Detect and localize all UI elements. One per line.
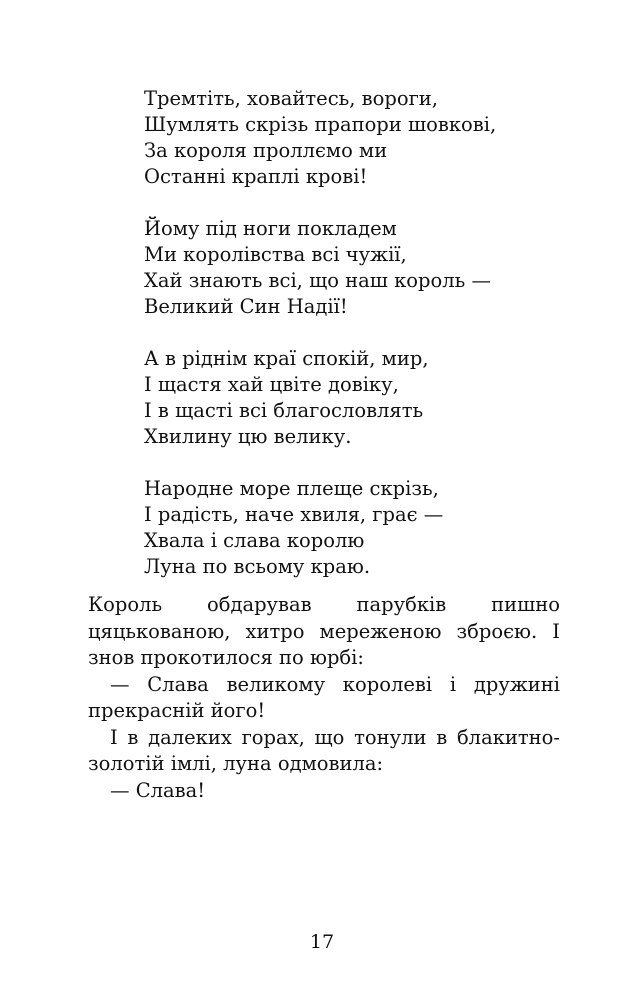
prose-block	[88, 592, 560, 804]
poem	[144, 86, 584, 606]
poem-stanza-4	[144, 476, 584, 580]
poem-stanza-1	[144, 86, 584, 190]
poem-line: Хай знають всі, що наш король —	[144, 269, 491, 292]
dialogue-line: — Слава великому королеві і дружині прекрасній його!	[88, 672, 560, 722]
poem-line: Тремтіть, ховайтесь, вороги,	[144, 87, 438, 110]
poem-line: А в ріднім краї спокій, мир,	[144, 347, 429, 370]
poem-line: Народне море плеще скрізь,	[144, 477, 439, 500]
dialogue-line: — Слава!	[110, 778, 206, 802]
poem-line: Йому під ноги покладем	[144, 217, 397, 240]
paragraph: І в далеких горах, що тонули в блакитно-золотій імлі, луна одмовила:	[88, 725, 560, 775]
poem-line: І щастя хай цвіте довіку,	[144, 373, 399, 396]
poem-line: І радість, наче хвиля, грає —	[144, 503, 444, 526]
poem-stanza-2	[144, 216, 584, 320]
poem-line: Хвилину цю велику.	[144, 425, 352, 448]
poem-line: І в щасті всі благословлять	[144, 399, 424, 422]
poem-stanza-3	[144, 346, 584, 450]
page-number: 17	[309, 931, 335, 953]
poem-line: Великий Син Надії!	[144, 295, 348, 318]
poem-line: Ми королівства всі чужії,	[144, 243, 407, 266]
poem-line: Хвала і слава королю	[144, 529, 365, 552]
paragraph: Король обдарував парубків пишно цяцькованою, хитро мереженою зброєю. І знов прокотилося по юрбі:	[88, 593, 560, 669]
poem-line: Луна по всьому краю.	[144, 555, 371, 578]
poem-line: Шумлять скрізь прапори шовкові,	[144, 113, 497, 136]
poem-line: Останні краплі крові!	[144, 165, 368, 188]
poem-line: За короля проллємо ми	[144, 139, 388, 162]
